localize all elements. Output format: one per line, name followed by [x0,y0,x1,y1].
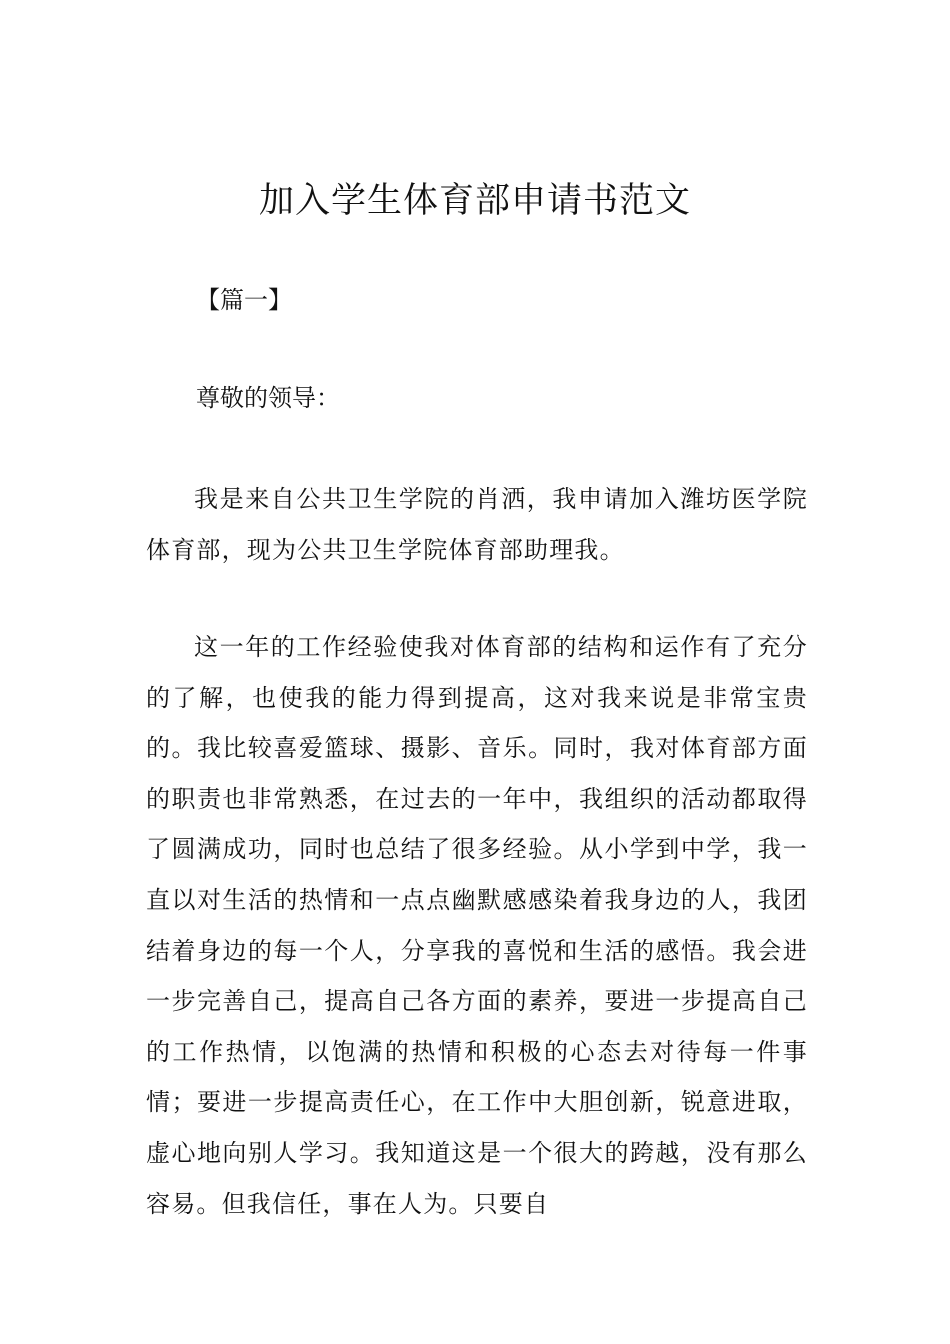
section-marker: 【篇一】 [196,286,292,314]
body-paragraph: 这一年的工作经验使我对体育部的结构和运作有了充分的了解，也使我的能力得到提高，这对我来说是非常宝贵的。我比较喜爱篮球、摄影、音乐。同时，我对体育部方面的职责也非常熟悉，在过去的一年中，我组织的活动都取得了圆满成功，同时也总结了很多经验。从小学到中学，我一直以对生活的热情和一点点幽默感感染着我身边的人，我团结着身边的每一个人，分享我的喜悦和生活的感悟。我会进一步完善自己，提高自己各方面的素养，要进一步提高自己的工作热情，以饱满的热情和积极的心态去对待每一件事情；要进一步提高责任心，在工作中大胆创新，锐意进取，虚心地向别人学习。我知道这是一个很大的跨越，没有那么容易。但我信任，事在人为。只要自 [146,633,808,1218]
body-paragraph: 我是来自公共卫生学院的肖洒，我申请加入潍坊医学院体育部，现为公共卫生学院体育部助理我。 [146,485,808,564]
document-title: 加入学生体育部申请书范文 [258,181,691,221]
salutation: 尊敬的领导： [196,384,340,412]
